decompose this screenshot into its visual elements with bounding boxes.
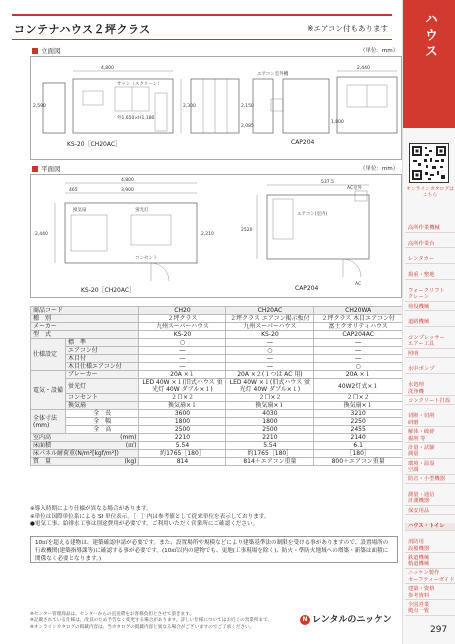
plan-dim-1: 465 bbox=[69, 188, 78, 193]
spec-cell: 20A ×１ bbox=[314, 371, 403, 379]
spec-row-standard bbox=[31, 339, 403, 347]
plan-drawing-box bbox=[30, 174, 402, 298]
spec-row-aircon bbox=[31, 347, 403, 355]
spec-cell: ２坪クラス エアコン掲示板付 bbox=[226, 315, 314, 323]
sidebar-item-16[interactable]: 防音・小型機器 bbox=[405, 476, 455, 484]
spec-cell: 2140 bbox=[314, 434, 403, 442]
spec-row-floor-area bbox=[31, 442, 403, 450]
footer-note-line: ※記載されている仕様は、改良のため予告なく変更する場合があります。詳しい仕様についてはお近くの営業所まで。 bbox=[30, 618, 273, 624]
spec-label-text: 床面積 bbox=[33, 442, 52, 449]
spec-cell: ○ bbox=[226, 347, 314, 355]
elevation-dim-6: 1,800 bbox=[331, 120, 344, 125]
spec-label-text: 室内高 bbox=[33, 434, 52, 441]
spec-label: 種 別 bbox=[31, 315, 139, 323]
spec-label: 商品コード bbox=[31, 307, 139, 315]
spec-cell: 3210 bbox=[314, 410, 403, 418]
sidebar-item-10[interactable]: 水処理 洗浄機 bbox=[405, 382, 455, 396]
spec-cell: KS-20 bbox=[139, 331, 226, 339]
spec-label: 蛍光灯 bbox=[66, 379, 139, 394]
plan-note-1: 換気扇 bbox=[73, 208, 87, 213]
spec-cell: 九州スーパーハウス bbox=[226, 323, 314, 331]
category-tab[interactable] bbox=[403, 0, 455, 128]
sidebar-item-2[interactable]: レンタカー bbox=[405, 256, 455, 264]
spec-cell: 6.1 bbox=[314, 442, 403, 450]
spec-row-model bbox=[31, 331, 403, 339]
spec-row-floor-load bbox=[31, 450, 403, 458]
spec-cell: ― bbox=[226, 355, 314, 363]
plan-caption-cap204: CAP204 bbox=[295, 285, 319, 292]
spec-cell: LED 40W ×１(旧式ハウス 蛍 光灯 40W ダブル×１) bbox=[226, 379, 314, 394]
spec-row-room-height bbox=[31, 434, 403, 442]
qr-pattern bbox=[410, 144, 448, 182]
sidebar-item-22[interactable]: ニッケン製作 セーフティーガイド bbox=[405, 570, 455, 584]
spec-label: コンセント bbox=[66, 394, 139, 402]
elevation-label: 立面図 bbox=[32, 46, 61, 55]
sidebar-item-1[interactable]: 高所作業台 bbox=[405, 241, 455, 249]
sidebar-item-0[interactable]: 高所作業機械 bbox=[405, 225, 455, 233]
plan-note-0: 蛍光灯 bbox=[135, 208, 149, 213]
sidebar bbox=[402, 0, 455, 644]
spec-cell: 約1765［180］ bbox=[226, 450, 314, 458]
spec-label: メーカー bbox=[31, 323, 139, 331]
spec-row-length bbox=[31, 410, 403, 418]
spec-unit: (㎡) bbox=[125, 442, 137, 449]
spec-cell: ― bbox=[314, 355, 403, 363]
sidebar-item-23[interactable]: 建築・資格 参考資料 bbox=[405, 586, 455, 600]
spec-row-wood-aircon bbox=[31, 363, 403, 371]
spec-cell: ― bbox=[226, 363, 314, 371]
spec-cell: KS-20 bbox=[226, 331, 314, 339]
spec-cell: 5.54 bbox=[139, 442, 226, 450]
spec-row-light bbox=[31, 379, 403, 394]
spec-cell: 2500 bbox=[226, 426, 314, 434]
sidebar-item-12[interactable]: 切断・切削 研磨 bbox=[405, 413, 455, 427]
spec-cell: ２口×２ bbox=[314, 394, 403, 402]
spec-row-breaker bbox=[31, 371, 403, 379]
spec-cell: 2250 bbox=[314, 418, 403, 426]
spec-label: エアコン付 bbox=[66, 347, 139, 355]
spec-cell: 換気扇×１ bbox=[226, 402, 314, 410]
sidebar-item-8[interactable]: 照明 bbox=[405, 351, 455, 359]
elevation-caption-cap204: CAP204 bbox=[291, 139, 315, 146]
spec-cell: 40W2灯式×１ bbox=[314, 379, 403, 394]
spec-row-wood bbox=[31, 355, 403, 363]
spec-cell: CH20AC bbox=[226, 307, 314, 315]
spec-row-code bbox=[31, 307, 403, 315]
spec-cell: 約1765［180］ bbox=[139, 450, 226, 458]
spec-cell: 換気扇×１ bbox=[139, 402, 226, 410]
spec-row-weight bbox=[31, 458, 403, 466]
spec-label: 全 高 bbox=[66, 426, 139, 434]
sidebar-item-3[interactable]: 揚重・整地 bbox=[405, 272, 455, 280]
spec-cell: 九州スーパーハウス bbox=[139, 323, 226, 331]
logo-mark-icon: N bbox=[300, 615, 310, 625]
elevation-dim-4: 2,150 bbox=[241, 104, 254, 109]
spec-cell: 1800 bbox=[226, 418, 314, 426]
plan-unit: （単位：mm） bbox=[360, 166, 399, 172]
elevation-note-1: 外1,650×H1,180 bbox=[117, 116, 155, 121]
spec-cell: 3600 bbox=[139, 410, 226, 418]
footer-note-line: ※オンラインカタログの掲載内容は、当カタログの掲載内容と異なる場合がございますのでご了承ください。 bbox=[30, 624, 255, 630]
plan-caption-ks20: KS-20［CH20AC］ bbox=[81, 287, 136, 294]
elevation-caption-ks20: KS-20［CH20AC］ bbox=[67, 141, 122, 148]
spec-label bbox=[31, 458, 139, 466]
sidebar-item-14[interactable]: 計量・試験 測量 bbox=[405, 445, 455, 459]
logo-text: レンタルのニッケン bbox=[312, 615, 392, 625]
spec-label: 木目仕様エアコン付 bbox=[66, 363, 139, 371]
spec-label: 標 準 bbox=[66, 339, 139, 347]
sidebar-item-18[interactable]: 保安用品 bbox=[405, 508, 455, 516]
spec-row-height bbox=[31, 426, 403, 434]
spec-cell: 2210 bbox=[226, 434, 314, 442]
spec-label: 木目付 bbox=[66, 355, 139, 363]
elevation-drawing-box bbox=[30, 56, 402, 160]
spec-cell: CH20WA bbox=[314, 307, 403, 315]
spec-row-type bbox=[31, 315, 403, 323]
page-number: 297 bbox=[430, 625, 448, 635]
elevation-dim-2: 2,590 bbox=[33, 104, 46, 109]
page-title: コンテナハウス２坪クラス bbox=[14, 23, 151, 36]
note-line: ※導入時期により仕様が異なる場合があります。 bbox=[30, 506, 152, 512]
sidebar-item-19[interactable]: ハウス・トイレ bbox=[405, 523, 455, 531]
spec-label: 床パネル耐荷重(N/m²[kgf/m²]) bbox=[31, 450, 139, 458]
plan-note-4: AC室外 bbox=[347, 186, 363, 191]
sidebar-item-9[interactable]: 水中ポンプ bbox=[405, 366, 455, 374]
spec-row-maker bbox=[31, 323, 403, 331]
plan-dim-2: 3,900 bbox=[121, 188, 134, 193]
spec-cell: CAP204AC bbox=[314, 331, 403, 339]
spec-label: 型 式 bbox=[31, 331, 139, 339]
spec-cell: 1800 bbox=[139, 418, 226, 426]
plan-label: 平面図 bbox=[32, 164, 61, 173]
plan-drawing bbox=[31, 175, 403, 299]
spec-cell: ２口×２ bbox=[226, 394, 314, 402]
spec-cell: ― bbox=[139, 347, 226, 355]
sidebar-item-11[interactable]: コンクリート打設 bbox=[405, 398, 455, 406]
spec-row-width bbox=[31, 418, 403, 426]
plan-note-2: コンセント bbox=[135, 256, 158, 261]
elevation-unit: （単位：mm） bbox=[360, 48, 399, 54]
elevation-dim-1: 2,440 bbox=[357, 66, 370, 71]
spec-cell: ２坪クラス 木目エアコン付 bbox=[314, 315, 403, 323]
spec-unit: (kg) bbox=[124, 458, 137, 465]
sidebar-item-6[interactable]: 道路機械 bbox=[405, 319, 455, 327]
spec-cell: 2455 bbox=[314, 426, 403, 434]
spec-label: 全 長 bbox=[66, 410, 139, 418]
sidebar-item-7[interactable]: コンプレッサー エアー工具 bbox=[405, 335, 455, 349]
elevation-note-2: エアコン室外機 bbox=[257, 72, 289, 77]
building-permit-note: 10㎡を超える建物は、建築確認申請が必要です。また、設置場所や規模などにより建築基準法の制限を受ける事がありますので、設置場所の行政機関(建築指導課等)に確認する事が必要です。(10㎡以内の建物でも、更地(工事現場を除く)、防火・準防火地域への増築・新築は面積に関係なく必要となります。) bbox=[30, 536, 398, 563]
plan-note-3: エアコン(室内) bbox=[297, 212, 328, 217]
footer-note-line: ※センター管理商品は、センターからの直送費をお客様負担とさせて頂きます。 bbox=[30, 612, 194, 617]
spec-cell: ― bbox=[139, 363, 226, 371]
spec-cell: LED 40W ×１(旧式ハウス 蛍 光灯 40W ダブル×１) bbox=[139, 379, 226, 394]
elevation-dim-3: 2,300 bbox=[183, 104, 196, 109]
spec-cell: ― bbox=[314, 347, 403, 355]
qr-caption: オンラインカタログは こちら bbox=[406, 187, 454, 198]
spec-row-fan bbox=[31, 402, 403, 410]
sidebar-item-17[interactable]: 測量・通信 計測機器 bbox=[405, 492, 455, 506]
spec-cell: 5.54 bbox=[226, 442, 314, 450]
qr-code-icon[interactable] bbox=[409, 143, 449, 183]
spec-label: 換気扇 bbox=[66, 402, 139, 410]
notes bbox=[30, 506, 400, 529]
spec-row-outlet bbox=[31, 394, 403, 402]
title-bar bbox=[12, 14, 392, 40]
spec-group-label: 全体寸法 (mm) bbox=[31, 410, 66, 434]
spec-cell: 20A ×２(１つは AC 用) bbox=[226, 371, 314, 379]
plan-note-5: AC bbox=[355, 282, 362, 287]
spec-cell: 20A ×１ bbox=[139, 371, 226, 379]
spec-cell: ２口×２ bbox=[139, 394, 226, 402]
plan-dim-4: 2,210 bbox=[201, 232, 214, 237]
footer-notes bbox=[30, 612, 280, 631]
spec-cell: 814 bbox=[139, 458, 226, 466]
spec-cell: ― bbox=[314, 339, 403, 347]
spec-label-text: 質 量 bbox=[33, 458, 52, 465]
sidebar-item-4[interactable]: フォークリフト クレーン bbox=[405, 288, 455, 302]
plan-dim-0: 4,800 bbox=[121, 178, 134, 183]
note-line: ●電気工事、給排水工事は別途費用が必要です。ご利用いただく営業所にご確認ください。 bbox=[30, 521, 259, 528]
sidebar-item-15[interactable]: 環境・温湿 空調 bbox=[405, 461, 455, 475]
spec-cell: 換気扇×１ bbox=[314, 402, 403, 410]
elevation-dim-5: 2,085 bbox=[241, 124, 254, 129]
spec-cell: ○ bbox=[314, 363, 403, 371]
spec-table bbox=[30, 306, 403, 466]
sidebar-item-13[interactable]: 解体・破砕 掘削 等 bbox=[405, 429, 455, 443]
spec-group-label: 仕様設定 bbox=[31, 339, 66, 371]
spec-cell: ［180］ bbox=[314, 450, 403, 458]
spec-group-label: 電気・設備 bbox=[31, 371, 66, 410]
title-note: ※エアコン付もあります bbox=[307, 24, 388, 33]
spec-label: ブレーカー bbox=[66, 371, 139, 379]
elevation-dim-0: 4,800 bbox=[101, 66, 114, 71]
plan-dim-3: 2,440 bbox=[35, 232, 48, 237]
plan-dim-6: 2520 bbox=[241, 228, 253, 233]
spec-cell: 4030 bbox=[226, 410, 314, 418]
spec-cell: ２坪クラス bbox=[139, 315, 226, 323]
spec-cell: 814＋エアコン重量 bbox=[226, 458, 314, 466]
spec-cell: ― bbox=[139, 355, 226, 363]
spec-cell: 2500 bbox=[139, 426, 226, 434]
spec-cell: 富士クオリティハウス bbox=[314, 323, 403, 331]
sidebar-item-5[interactable]: 荷役機械 bbox=[405, 304, 455, 312]
sidebar-item-21[interactable]: 鉄道機械 軌道機械 bbox=[405, 555, 455, 569]
spec-label: 全 幅 bbox=[66, 418, 139, 426]
spec-label bbox=[31, 442, 139, 450]
spec-label bbox=[31, 434, 139, 442]
spec-cell: 800＋エアコン重量 bbox=[314, 458, 403, 466]
spec-cell: ○ bbox=[139, 339, 226, 347]
spec-cell: 2210 bbox=[139, 434, 226, 442]
spec-cell: ― bbox=[226, 339, 314, 347]
sidebar-item-24[interactable]: 全国営業 拠点一覧 bbox=[405, 602, 455, 616]
company-logo bbox=[300, 612, 392, 625]
spec-unit: (mm) bbox=[120, 434, 137, 441]
category-tab-label: ハウス bbox=[422, 12, 437, 60]
plan-dim-5: 537.5 bbox=[321, 180, 334, 185]
elevation-note-0: サッシ（スクリーン） bbox=[117, 82, 162, 87]
sidebar-item-20[interactable]: 消防用 設備機器 bbox=[405, 539, 455, 553]
note-line: ※単位は国際単位系による SI 単位表示。［ ］内は参考値として従来単位を表示しております。 bbox=[30, 513, 270, 520]
spec-cell: CH20 bbox=[139, 307, 226, 315]
